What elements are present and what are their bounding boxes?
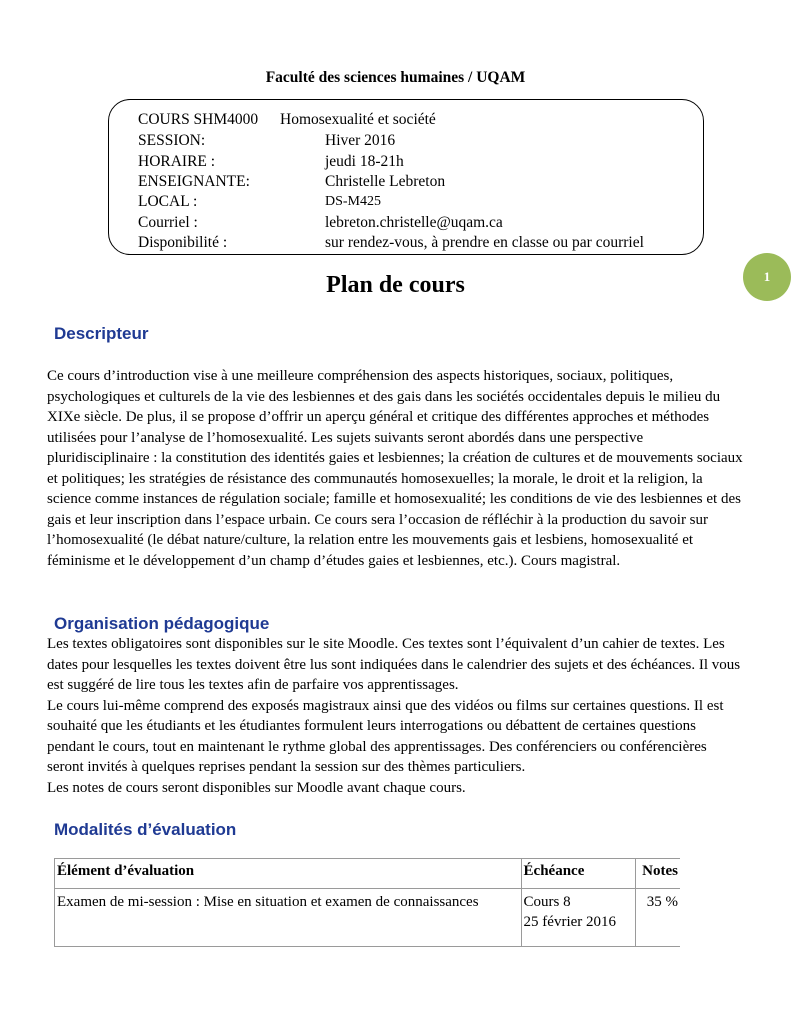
session-value: Hiver 2016 <box>325 132 396 149</box>
teacher-label: ENSEIGNANTE: <box>138 173 250 190</box>
deadline-course: Cours 8 <box>523 894 571 910</box>
teacher-row <box>138 172 446 192</box>
room-row <box>138 192 382 212</box>
faculty-header: Faculté des sciences humaines / UQAM <box>265 69 526 86</box>
room-value: DS-M425 <box>325 194 382 209</box>
email-label: Courriel : <box>138 214 198 231</box>
course-name-value: Homosexualité et société <box>280 111 436 128</box>
evaluation-element-cell: Examen de mi-session : Mise en situation et examen de connaissances <box>55 889 522 947</box>
availability-row <box>138 233 644 253</box>
organisation-heading: Organisation pédagogique <box>54 614 270 633</box>
session-row <box>138 131 396 151</box>
organisation-paragraph-1: Les textes obligatoires sont disponibles sur le site Moodle. Ces textes sont l’équivalent d’un cahier de textes. Les dates pour lesquelles les textes doivent être lus sont indiquées dans le calendrier des sujets et des échéances. Il vous est suggéré de lire tous les textes afin de parfaire vos apprentissages. <box>47 636 741 693</box>
organisation-paragraph-3: Les notes de cours seront disponibles sur Moodle avant chaque cours. <box>47 779 466 796</box>
page-title: Plan de cours <box>326 272 465 298</box>
schedule-row <box>138 152 404 172</box>
room-label: LOCAL : <box>138 193 198 210</box>
evaluation-notes-cell: 35 % <box>636 889 680 947</box>
table-row <box>55 889 681 947</box>
schedule-value: jeudi 18-21h <box>325 153 404 170</box>
organisation-paragraph-2: Le cours lui-même comprend des exposés magistraux ainsi que des vidéos ou films sur certaines questions. Il est souhaité que les étudiants et les étudiantes formulent leurs interrogations ou débattent de certaines questions pendant le cours, tout en maintenant le rythme global des apprentissages. Des conférenciers ou conférencières seront invités à quelques reprises pendant la session sur des thèmes particuliers. <box>47 697 724 775</box>
course-code-label: COURS SHM4000 <box>138 111 259 128</box>
teacher-value: Christelle Lebreton <box>325 173 446 190</box>
organisation-text <box>47 634 747 798</box>
availability-label: Disponibilité : <box>138 234 228 251</box>
table-header-row <box>55 859 681 889</box>
column-header-notes: Notes <box>636 859 680 889</box>
deadline-date: 25 février 2016 <box>523 914 617 930</box>
course-code-row <box>138 110 436 130</box>
evaluation-table <box>54 858 680 947</box>
descripteur-heading: Descripteur <box>54 324 149 343</box>
column-header-deadline: Échéance <box>521 859 636 889</box>
email-value: lebreton.christelle@uqam.ca <box>325 214 503 231</box>
session-label: SESSION: <box>138 132 206 149</box>
page-number-badge: 1 <box>743 253 791 301</box>
availability-value: sur rendez-vous, à prendre en classe ou par courriel <box>325 234 644 251</box>
column-header-element: Élément d’évaluation <box>55 859 522 889</box>
email-row <box>138 213 503 233</box>
descripteur-paragraph: Ce cours d’introduction vise à une meilleure compréhension des aspects historiques, sociaux, politiques, psychologiques et culturels de la vie des lesbiennes et des gais dans les sociétés occidentales depuis le milieu du XIXe siècle. De plus, il se propose d’offrir un aperçu général et critique des différentes approches et méthodes utilisées pour l’analyse de l’homosexualité. Les sujets suivants seront abordés dans une perspective pluridisciplinaire : la constitution des identités gaies et lesbiennes; la création de cultures et de mouvements sociaux et politiques; les stratégies de résistance des communautés homosexuelles; la morale, le droit et la religion, la science comme instances de régulation sociale; famille et homosexualité; les conditions de vie des lesbiennes et des gais et leur inscription dans l’espace urbain. Ce cours sera l’occasion de réfléchir à la production du savoir sur l’homosexualité (le débat nature/culture, la relation entre les mouvements gais et lesbiens, homosexualité et féminisme et le développement d’un champ d’études gaies et lesbiennes, etc.). Cours magistral. <box>47 368 743 569</box>
evaluation-heading: Modalités d’évaluation <box>54 820 237 839</box>
evaluation-deadline-cell <box>521 889 636 947</box>
descripteur-text <box>47 366 747 571</box>
schedule-label: HORAIRE : <box>138 153 216 170</box>
